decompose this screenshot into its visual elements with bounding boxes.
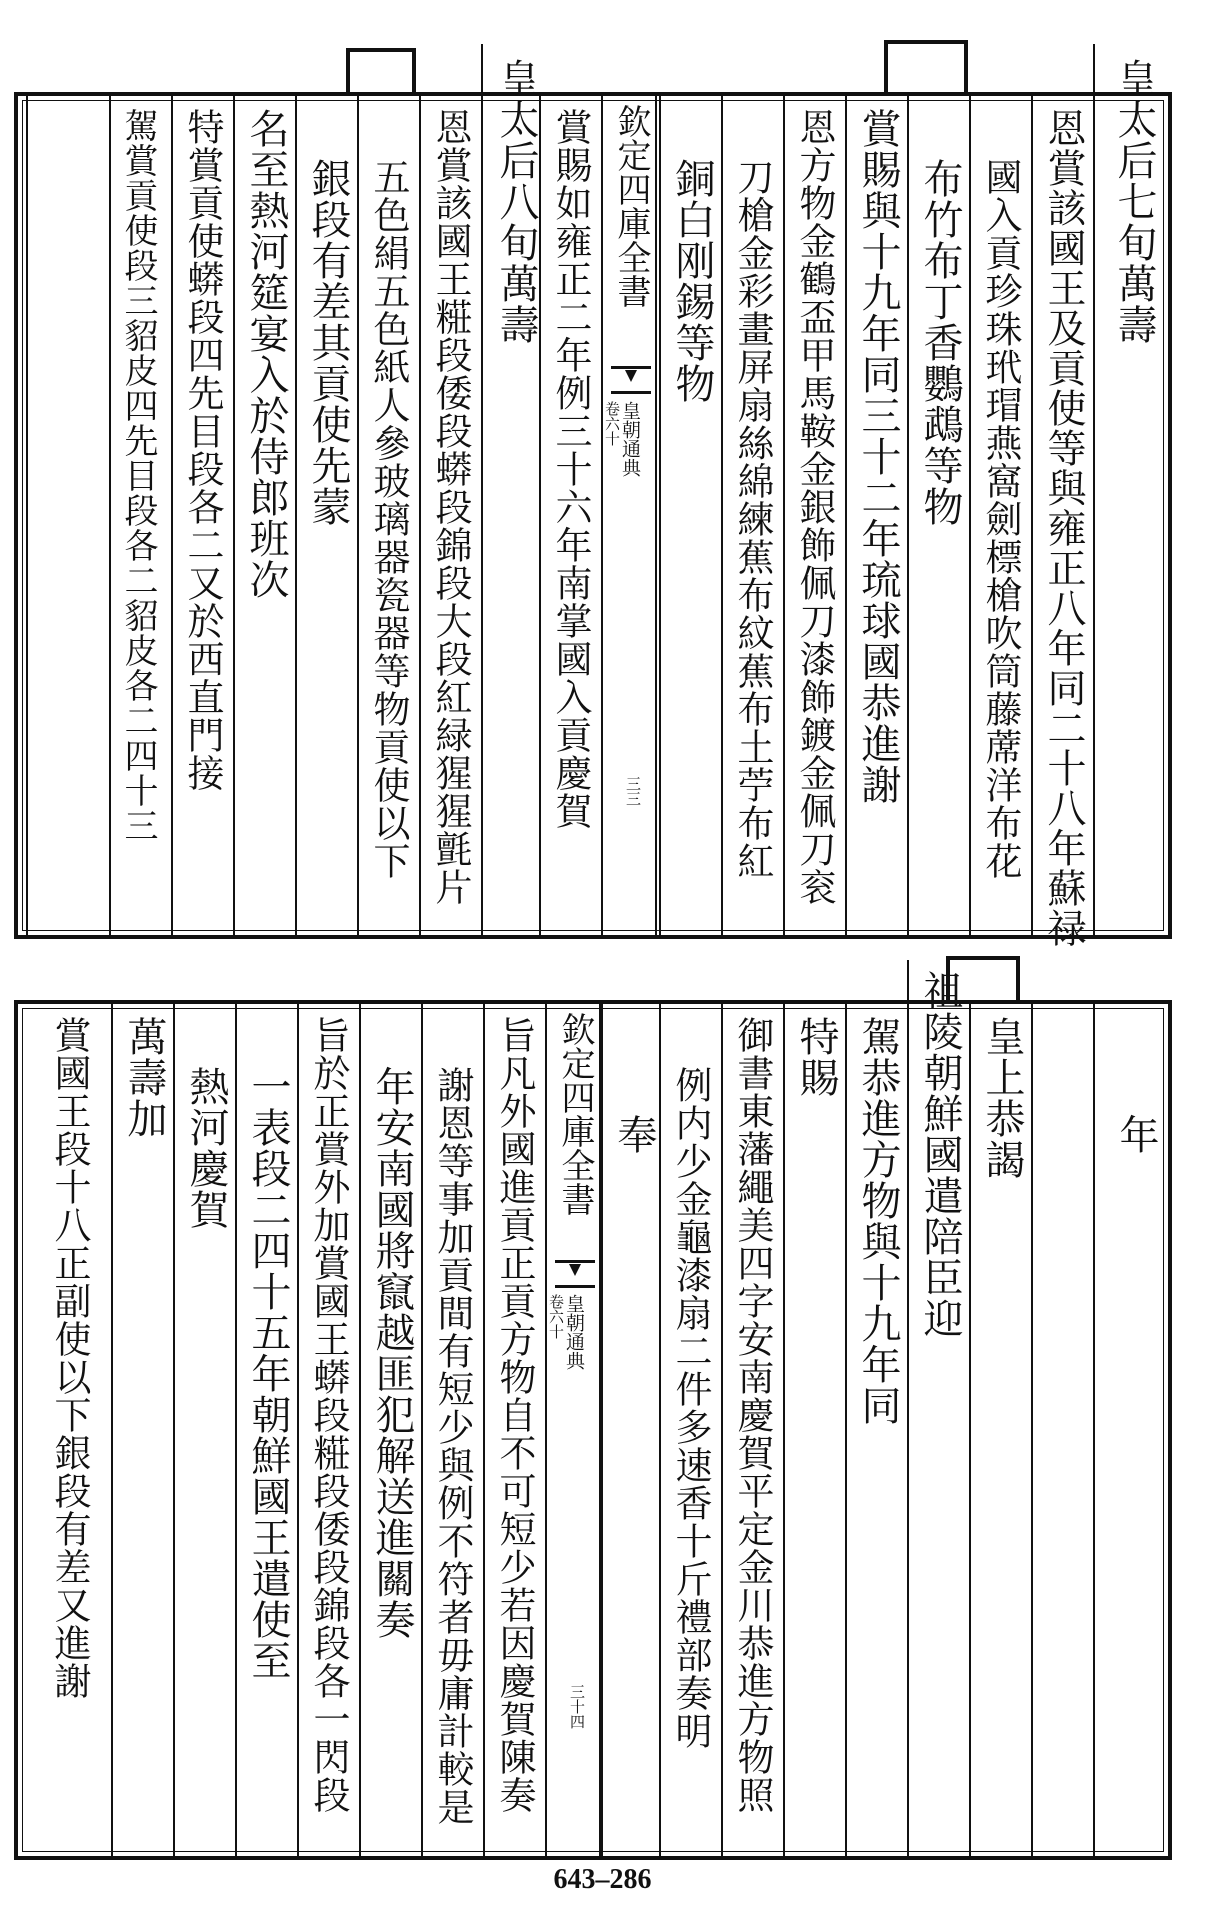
column-text: 謝恩等事加貢間有短少與例不符者毋庸計較是: [431, 1066, 474, 1826]
column-text: 賞賜與十九年同三十二年琉球國恭進謝: [855, 108, 901, 805]
column-text: 特賞貢使蟒段四先目段各二又於西直門接: [181, 108, 224, 792]
column: [481, 44, 539, 935]
column: [969, 96, 1031, 935]
margin-juan: 卷六十: [603, 401, 621, 446]
margin-juan: 卷六十: [547, 1294, 565, 1339]
center-margin: [601, 96, 657, 935]
column: [659, 96, 721, 935]
column: [421, 1004, 483, 1856]
margin-subtitle: 皇朝通典: [563, 1294, 585, 1370]
column: [721, 1004, 783, 1856]
column-text: 御書東藩繩美四字安南慶賀平定金川恭進方物照: [731, 1016, 774, 1814]
center-margin: [545, 1004, 601, 1856]
page-number: 三三: [624, 776, 642, 806]
column: [295, 96, 357, 935]
column-text: 旨凡外國進貢正貢方物自不可短少若因慶賀陳奏: [493, 1016, 536, 1814]
column-text: 駕賞貢使段三貂皮四先目段各二貂皮各二四十三: [118, 108, 158, 843]
column-text: 一表段二四十五年朝鮮國王遣使至: [245, 1066, 291, 1681]
column: [659, 1004, 721, 1856]
column-text: 奉: [611, 1114, 657, 1155]
column-text: 五色絹五色紙人參玻璃器瓷器等物貢使以下: [367, 158, 410, 880]
column: [297, 1004, 359, 1856]
column: [539, 96, 601, 935]
column: [111, 1004, 173, 1856]
column-text: 銅白刚錫等物: [669, 158, 715, 404]
column-text: 恩賞該國王及貢使等與雍正八年同二十八年蘇禄: [1041, 108, 1086, 948]
column: [1031, 96, 1093, 948]
column: [1093, 44, 1169, 935]
column: [907, 96, 969, 935]
column: [783, 96, 845, 935]
column-text: 旨於正賞外加賞國王蟒段糚段倭段錦段各一閃段: [307, 1016, 350, 1814]
top-page: [14, 58, 1172, 948]
bottom-page: [14, 970, 1172, 1860]
column: [721, 96, 783, 935]
elevated-text: 祖陵朝鮮國遣陪臣迎: [917, 970, 963, 1339]
column-text: 賞國王段十八正副使以下銀段有差又進謝: [48, 1016, 91, 1700]
column: [783, 1004, 845, 1856]
column-text: 年安南國將竄越匪犯解送進關奏: [369, 1066, 415, 1640]
column: [109, 96, 171, 935]
column-text: 賞賜如雍正二年例三十六年南掌國入貢慶賀: [549, 108, 592, 830]
column-text: 恩方物金鶴盃甲馬鞍金銀飾佩刀漆飾鍍金佩刀衮: [793, 108, 836, 906]
elevated-text: 皇上恭謁: [979, 1016, 1025, 1180]
fish-tail-icon: [611, 366, 651, 394]
column: [601, 1004, 659, 1856]
column: [483, 1004, 545, 1856]
column-text: 特賜: [793, 1016, 839, 1098]
column-text: 恩賞該國王糚段倭段蟒段錦段大段紅緑猩猩氈片: [429, 108, 472, 906]
margin-title: 欽定四庫全書: [555, 1012, 595, 1216]
column-text: 刀槍金彩畫屏扇絲綿練蕉布紋蕉布土苧布紅: [731, 158, 774, 880]
column-text: 駕恭進方物與十九年同: [855, 1016, 901, 1426]
column: [845, 96, 907, 935]
column: [907, 960, 969, 1856]
page-number: 三十四: [568, 1684, 586, 1729]
column: [359, 1004, 421, 1856]
column: [845, 1004, 907, 1856]
column: [1031, 1004, 1093, 1856]
margin-subtitle: 皇朝通典: [619, 401, 641, 477]
column: [171, 96, 233, 935]
column-text: 名至熱河筵宴入於侍郎班次: [243, 108, 289, 600]
column: [419, 96, 481, 935]
column: [233, 96, 295, 935]
column: [173, 1004, 235, 1856]
column: [357, 96, 419, 935]
column: [26, 1004, 111, 1856]
column-text: 熱河慶賀: [183, 1066, 229, 1230]
column-text: 年: [1113, 1114, 1159, 1155]
column: [26, 96, 109, 935]
column-text: 例内少金龜漆扇二件多速香十斤禮部奏明: [669, 1066, 712, 1750]
page-footer: 643–286: [553, 1864, 652, 1895]
column-text: 布竹布丁香鸚鵡等物: [917, 158, 963, 527]
column-text: 銀段有差其貢使先蒙: [305, 158, 351, 527]
fish-tail-icon: [555, 1260, 595, 1288]
elevated-text: 皇太后八旬萬壽: [493, 58, 539, 345]
column-text: 國入貢珍珠玳瑁燕窩劍標槍吹筒藤蓆洋布花: [979, 158, 1022, 880]
column: [969, 1004, 1031, 1856]
column: [235, 1004, 297, 1856]
elevated-tab-1: [884, 40, 968, 100]
column: [1093, 1004, 1169, 1856]
elevated-text: 皇太后七旬萬壽: [1111, 58, 1157, 345]
column-text: 萬壽加: [121, 1016, 167, 1139]
margin-title: 欽定四庫全書: [611, 104, 651, 308]
